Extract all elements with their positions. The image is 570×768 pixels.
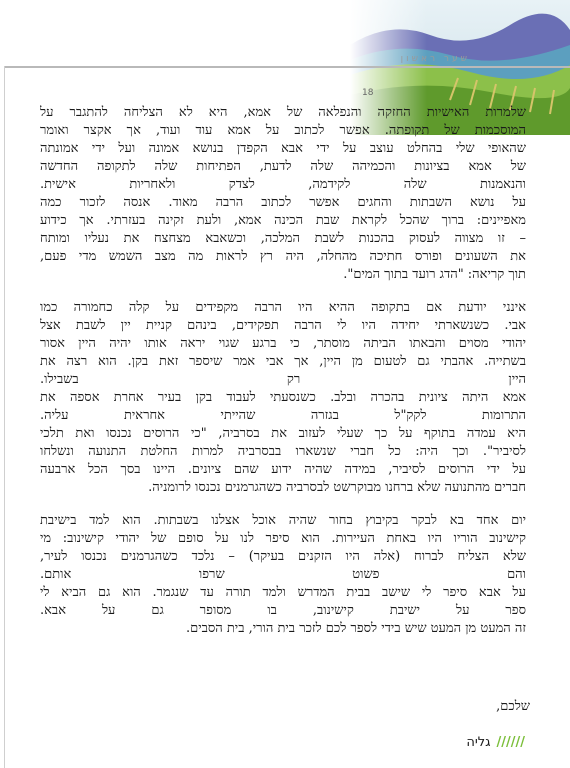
- text-line: – זו מצווה לעסוק בהכנות לשבת המלכה, וכשאבא מצחצח את נעליו ומותח: [40, 231, 526, 246]
- closing-line: שלכם,: [496, 699, 530, 714]
- text-line: של אמא בציונות והכמיהה שלה לדעת, הפתיחות שלה לתקופה החדשה: [40, 159, 526, 174]
- text-line: את השעונים ופורס חתיכה מהחלה, היה רץ לראות מה מצב השמש מדי פעם,: [40, 249, 526, 264]
- text-line: זה המעט מן המעט שיש בידי לספר לכם לזכר בית הורי, בית הסבים.: [185, 621, 526, 636]
- text-line: יום אחד בא לבקר בקיבוץ בחור שהיה אוכל אצלנו בשבתות. הוא למד בישיבת: [40, 513, 526, 528]
- text-line: המוסכמות של תקופתה. אפשר לכתוב על אמא עוד ועוד, אך אקצר ואומר: [40, 123, 526, 138]
- text-line: שלא הצליח לברוח (אלה היו הזקנים בעיקר) – נלכד כשהגרמנים נכנסו לעיר,: [40, 549, 526, 564]
- paragraph: [40, 104, 526, 284]
- signature-name: גליה: [466, 735, 491, 750]
- text-line: התרומות לקק"ל בגזרה שהייתי אחראית עליה.: [40, 408, 526, 423]
- text-line: היא עמדה בתוקף על כך שעלי לעזוב את בסרביה, "כי הרוסים נכנסו ואת תלכי: [40, 426, 526, 441]
- text-line: שלמרות האישיות החזקה והנפלאה של אמא, היא לא הצליחה להתגבר על: [40, 105, 526, 120]
- text-line: היין רק בשבילו.: [40, 372, 526, 387]
- letter-body: [40, 104, 526, 653]
- text-line: ספר על ישיבת קישינוב, בו מסופר גם על אבא.: [40, 603, 526, 618]
- text-line: קישינוב הוריו היו באחת העיירות. הוא סיפר לנו על סופם של יהודי קישינוב: מי: [40, 531, 526, 546]
- text-line: אמא היתה ציונית בהכרה ובלב. כשנסעתי לעבוד בקן בעיר אחרת אספה את: [40, 390, 526, 405]
- text-line: חברים מהתנועה שלא ברחנו מבוקרשט לבסרביה כשהגרמנים נכנסו לרומניה.: [148, 480, 526, 495]
- text-line: והנאמנות שלה לקידמה, לצדק ולאחריות אישית.: [40, 177, 526, 192]
- paragraph: [40, 299, 526, 497]
- text-line: תוך קריאה: "הדג רועד בתוך המים".: [343, 267, 526, 282]
- text-line: על נושא השבתות והחגים אפשר לכתוב הרבה מאוד. אנסה לזכור כמה: [40, 195, 526, 210]
- text-line: בשתייה. אהבתי גם לטעום מן היין, אך אבי אמר שיספר זאת בקן. הוא רצה את: [40, 354, 526, 369]
- page-edge: [4, 66, 5, 768]
- text-line: והם פשוט שרפו אותם.: [40, 567, 526, 582]
- text-line: יהודי מסוים והבאתו הביתה מוסתר, כי ברגע שגוי יראה אותו יהיה היין אסור: [40, 336, 526, 351]
- header-rule: [4, 66, 570, 68]
- text-line: מאפיינים: ברוך שהכל לקראת שבת הכינה אמא, ולעת זקינה בעזרתי. אך כידוע: [40, 213, 526, 228]
- text-line: לסיביר". וכך היה: כל חברי שנשארו בבסרביה למרות החלטת התנועה ונשלחו: [40, 444, 526, 459]
- signature: [466, 735, 525, 750]
- text-line: אבי. כשנשארתי יחידה היו לי הרבה תפקידים, בינהם קניית יין לשבת אצל: [40, 318, 526, 333]
- text-line: אינני יודעת אם בתקופה ההיא היו הרבה מקפידים על קלה כחמורה כמו: [40, 300, 526, 315]
- signature-slashes: //////: [496, 735, 525, 750]
- text-line: שהאופי שלי בהחלט עוצב על ידי אבא הקפדן בנושא אמונה ועל ידי אמונתה: [40, 141, 526, 156]
- text-line: על ידי הרוסים לסיביר, במידה שהיה ידוע שהם ציונים. היינו בסך הכל ארבעה: [40, 462, 526, 477]
- text-line: על אבא סיפר לי שישב בבית המדרש ולמד תורה עד שנגמר. הוא גם הביא לי: [40, 585, 526, 600]
- paragraph: [40, 512, 526, 638]
- page-number: 18: [362, 88, 374, 98]
- section-header: שער ראשון: [400, 54, 470, 64]
